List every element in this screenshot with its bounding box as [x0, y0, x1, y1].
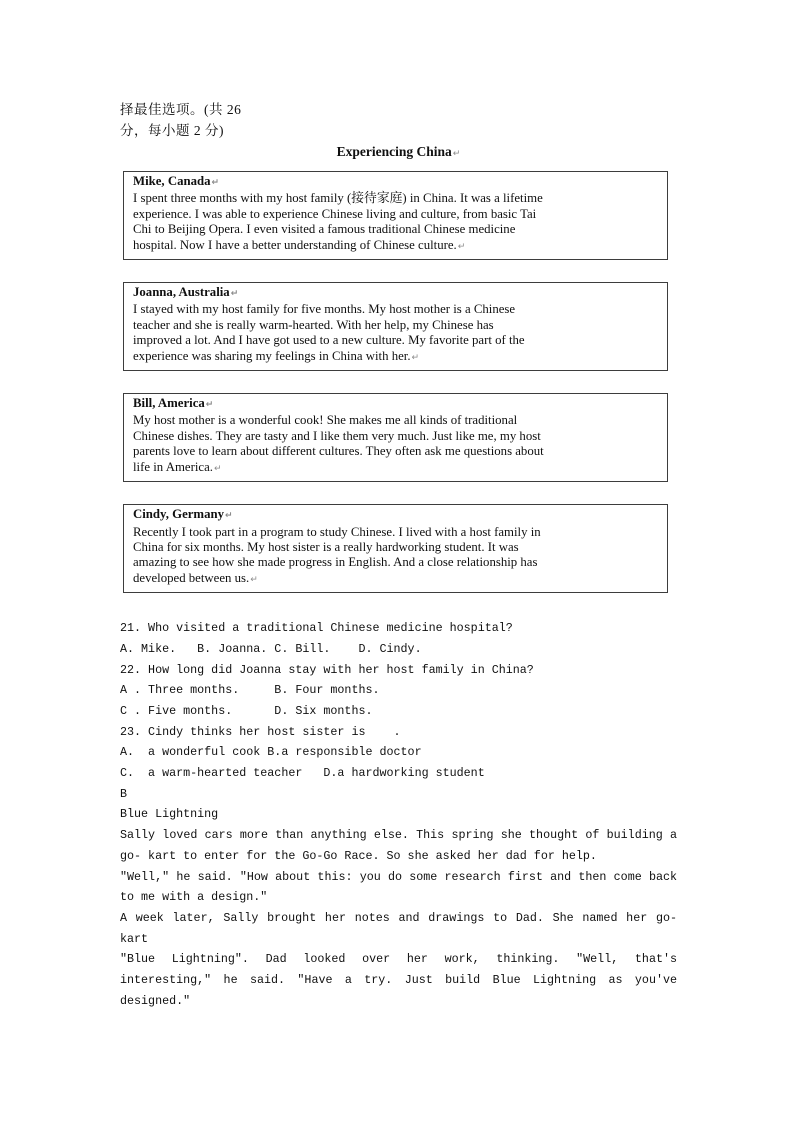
paragraph-mark-icon: ↵ [213, 463, 222, 474]
paragraph-mark-icon: ↵ [211, 178, 220, 188]
card-text-line: improved a lot. And I have got used to a new culture. My favorite part of the [133, 333, 525, 348]
card-header [133, 285, 657, 302]
passage-b-line: designed.″ [120, 993, 191, 1008]
instructions-text [120, 99, 677, 141]
paragraph-mark-icon: ↵ [457, 241, 466, 252]
questions-section [120, 618, 677, 825]
card-text-last: life in America. [133, 459, 213, 474]
passage-b-line: Sally loved cars more than anything else. This spring she thought of building a [120, 828, 677, 843]
paragraph-mark-icon: ↵ [230, 289, 239, 300]
card-header [133, 396, 657, 413]
document-page [120, 99, 677, 1011]
card-text-line: Chinese dishes. They are tasty and I like them very much. Just like me, my host [133, 428, 541, 443]
card-text-line: I stayed with my host family for five months. My host mother is a Chinese [133, 302, 516, 317]
passage-b-line: ″Well,″ he said. ″How about this: you do some research first and then come back [120, 869, 677, 884]
passage-b-line: interesting,″ he said. ″Have a try. Just build Blue Lightning as you've [120, 973, 677, 988]
card-mike-canada [123, 171, 668, 260]
paragraph-mark-icon: ↵ [452, 149, 461, 159]
card-header-text: Mike, Canada [133, 174, 211, 188]
card-text-line [133, 238, 657, 255]
card-text-line: My host mother is a wonderful cook! She makes me all kinds of traditional [133, 413, 518, 428]
profile-cards [120, 171, 677, 593]
section-b-label: B [120, 786, 128, 801]
card-cindy-germany [123, 504, 668, 593]
question-23-options-ab: A. a wonderful cook B.a responsible doctor [120, 745, 422, 760]
question-21: 21. Who visited a traditional Chinese medicine hospital? [120, 621, 513, 636]
card-text-last: developed between us. [133, 570, 250, 585]
instructions-line-1: 择最佳选项。(共 26 [120, 102, 242, 117]
passage-a-title [120, 144, 677, 162]
card-text-line: China for six months. My host sister is a really hardworking student. It was [133, 539, 519, 554]
card-text-line: teacher and she is really warm-hearted. With her help, my Chinese has [133, 317, 494, 332]
instructions-line-2: 分，每小题 2 分) [120, 123, 224, 138]
paragraph-mark-icon: ↵ [411, 352, 420, 363]
question-22-options-ab: A . Three months. B. Four months. [120, 683, 380, 698]
passage-b-line: go- kart to enter for the Go-Go Race. So she asked her dad for help. [120, 848, 597, 863]
question-22: 22. How long did Joanna stay with her host family in China? [120, 662, 534, 677]
card-text-last: experience was sharing my feelings in China with her. [133, 348, 411, 363]
card-text-line: experience. I was able to experience Chinese living and culture, from basic Tai [133, 206, 537, 221]
card-header [133, 174, 657, 191]
card-header-text: Bill, America [133, 396, 205, 411]
card-header-text: Cindy, Germany [133, 507, 225, 522]
card-text-line [133, 349, 657, 366]
card-text-line: amazing to see how she made progress in English. And a close relationship has [133, 555, 538, 570]
card-text-line: parents love to learn about different cultures. They often ask me questions about [133, 444, 544, 459]
passage-b-text [120, 825, 677, 1011]
card-text-line: Recently I took part in a program to study Chinese. I lived with a host family in [133, 524, 541, 539]
card-text-line: I spent three months with my host family (接待家庭) in China. It was a lifetime [133, 191, 543, 206]
paragraph-mark-icon: ↵ [225, 511, 233, 522]
passage-a-title-text: Experiencing China [336, 144, 452, 159]
paragraph-mark-icon: ↵ [205, 400, 214, 411]
paragraph-mark-icon: ↵ [250, 574, 258, 585]
card-text-last: hospital. Now I have a better understanding of Chinese culture. [133, 237, 457, 252]
passage-b-line: kart [120, 931, 149, 946]
passage-b-title: Blue Lightning [120, 807, 219, 822]
card-text-line: Chi to Beijing Opera. I even visited a famous traditional Chinese medicine [133, 222, 516, 237]
card-header [133, 507, 657, 524]
question-21-options: A. Mike. B. Joanna. C. Bill. D. Cindy. [120, 641, 422, 656]
card-bill-america [123, 393, 668, 482]
question-23-options-cd: C. a warm-hearted teacher D.a hardworking student [120, 766, 485, 781]
card-header-text: Joanna, Australia [133, 285, 230, 300]
card-joanna-australia [123, 282, 668, 371]
question-23: 23. Cindy thinks her host sister is . [120, 724, 401, 739]
card-text-line [133, 460, 657, 477]
passage-b-line: A week later, Sally brought her notes and drawings to Dad. She named her go- [120, 910, 677, 925]
passage-b-line: ″Blue Lightning″. Dad looked over her work, thinking. ″Well, that's [120, 952, 677, 967]
card-text-line [133, 571, 657, 588]
question-22-options-cd: C . Five months. D. Six months. [120, 703, 373, 718]
passage-b-line: to me with a design.″ [120, 890, 268, 905]
